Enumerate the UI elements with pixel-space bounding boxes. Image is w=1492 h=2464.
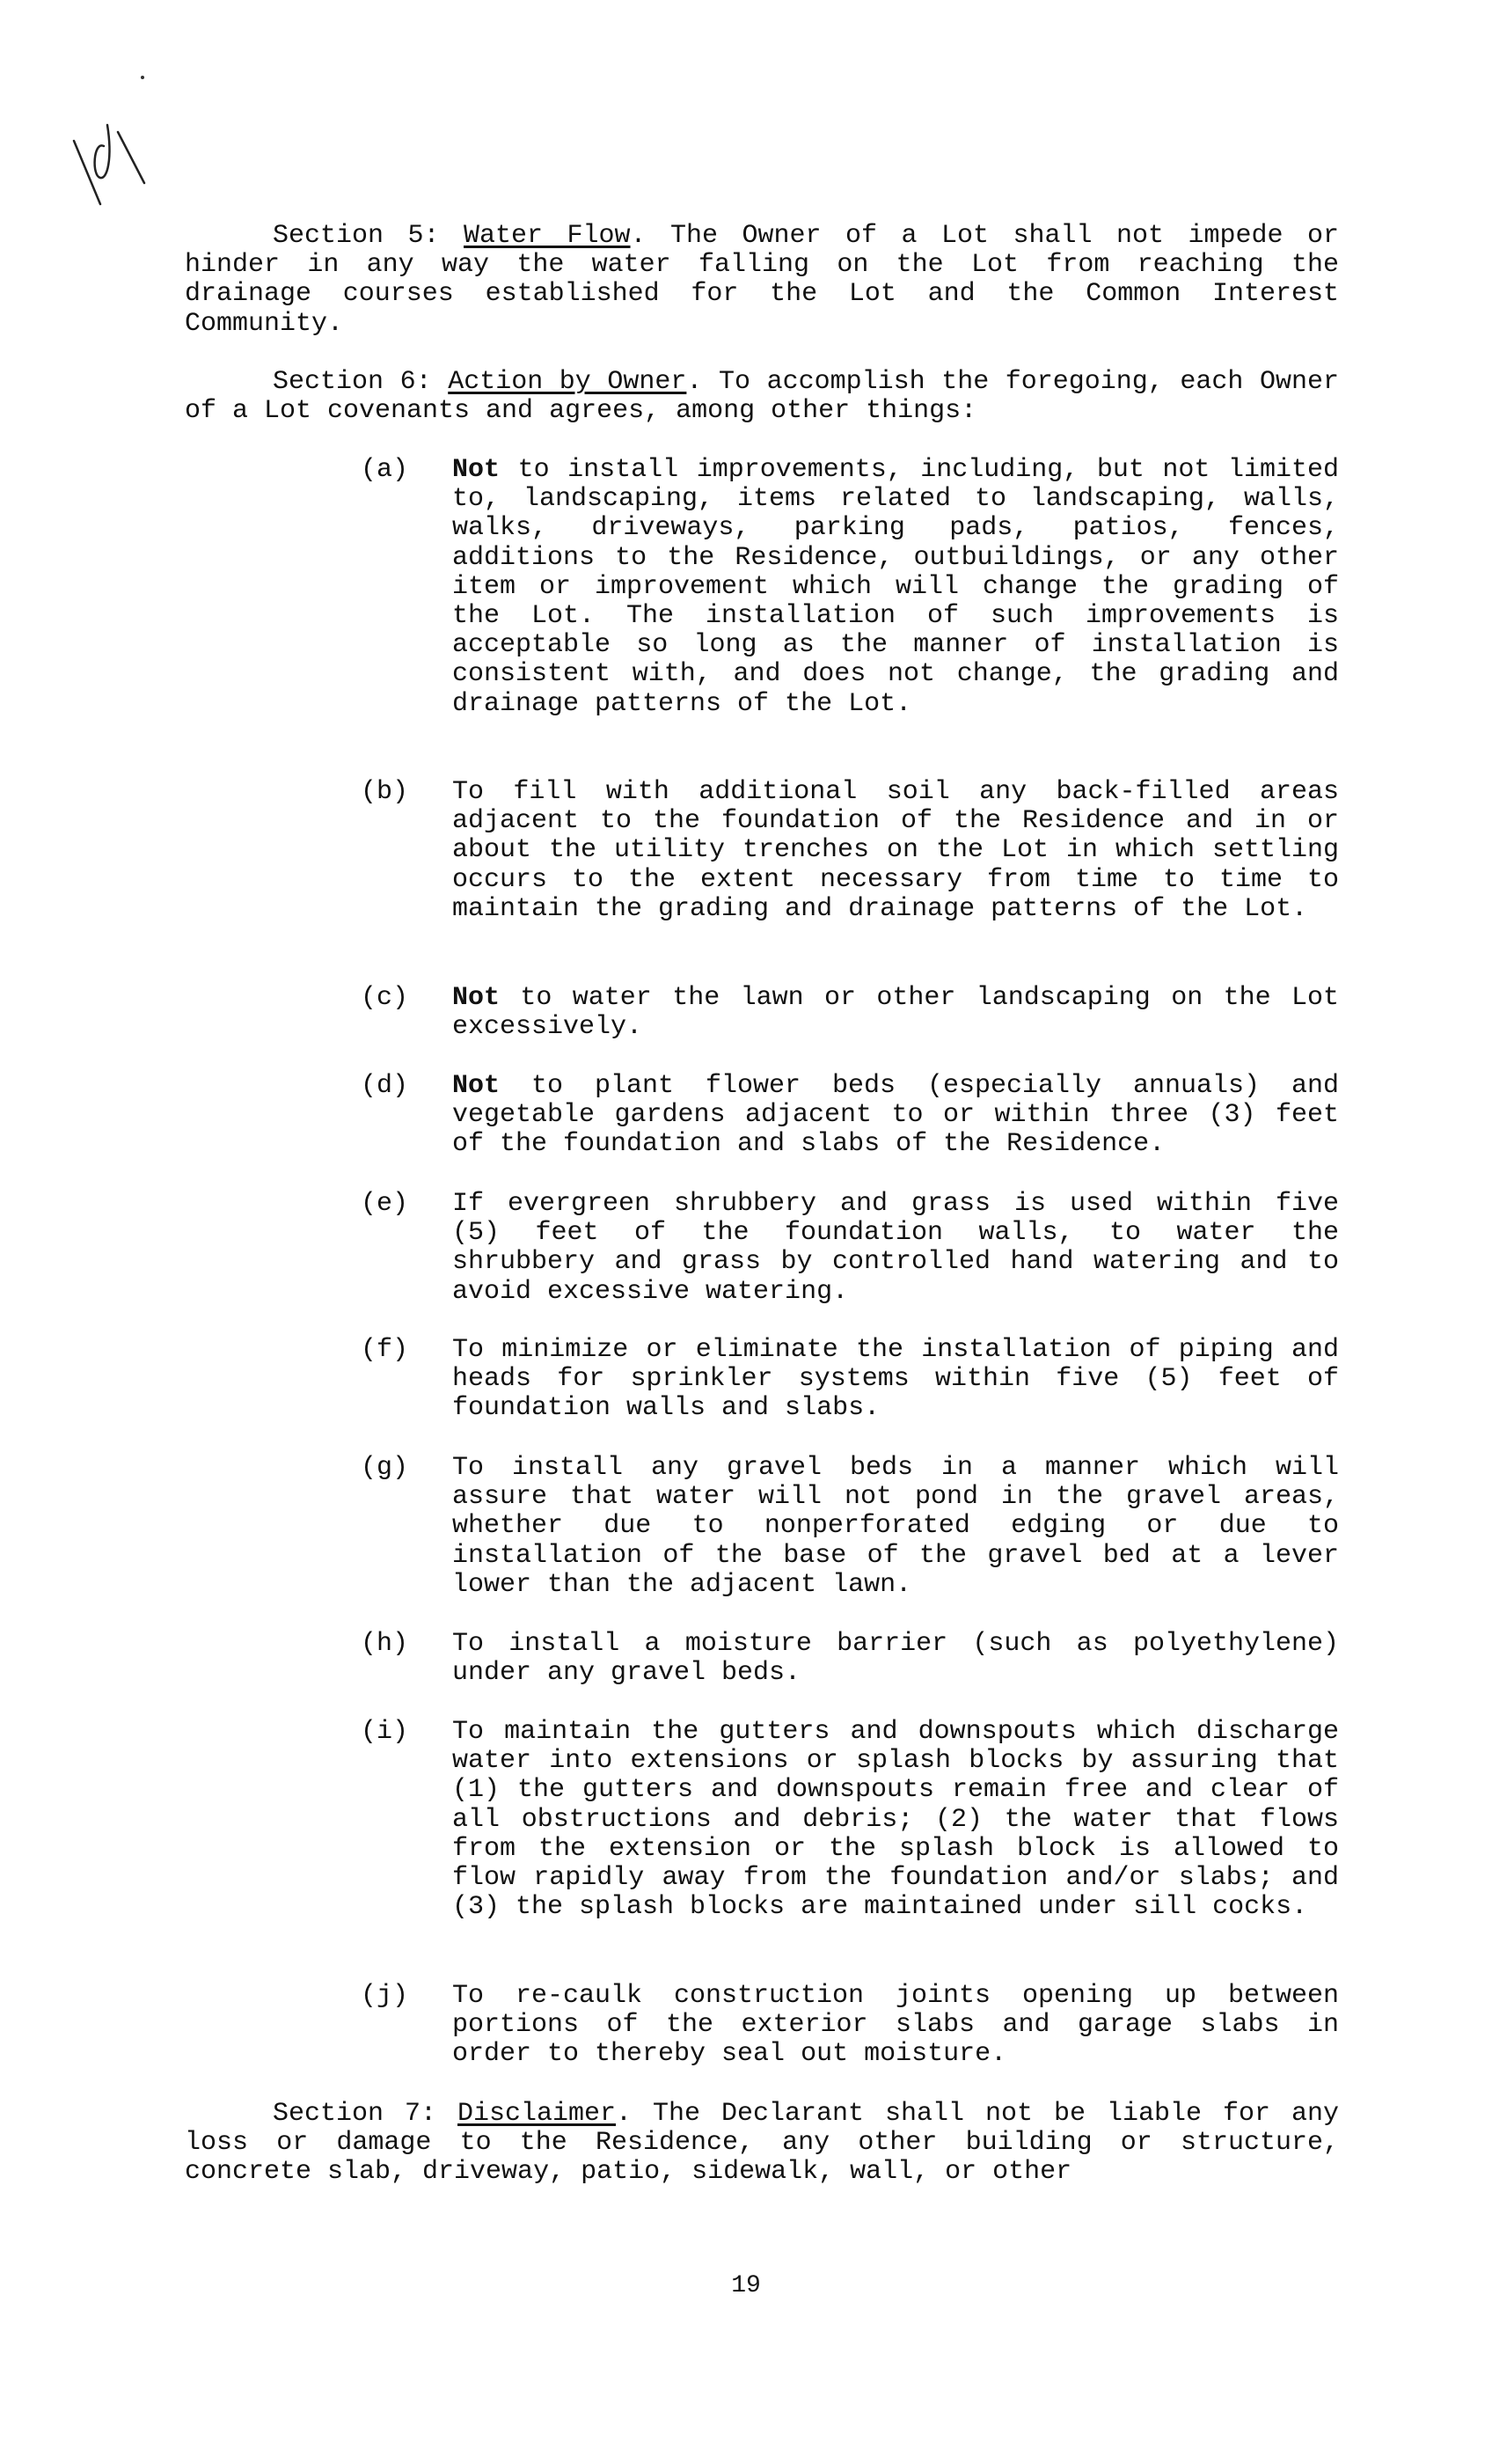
item-text: If evergreen shrubbery and grass is used within five (5) feet of the foundation walls, to water the shrubbery and grass by controlled hand watering and to avoid excessive watering. [452, 1189, 1339, 1307]
item-label: (c) [361, 983, 409, 1013]
item-label: (i) [361, 1717, 409, 1747]
item-label: (j) [361, 1981, 409, 2011]
item-label: (e) [361, 1189, 409, 1219]
item-label: (h) [361, 1629, 409, 1659]
item-lead: Not [452, 983, 501, 1013]
handwritten-mark [69, 106, 157, 211]
item-label: (g) [361, 1453, 409, 1483]
item-text: To re-caulk construction joints opening up between portions of the exterior slabs and garage slabs in order to thereby seal out moisture. [452, 1981, 1339, 2070]
item-label: (f) [361, 1335, 409, 1365]
section-6-text: . To accomplish the foregoing, each Owner of a Lot covenants and agrees, among other things: [185, 367, 1339, 427]
section-5-title: Water Flow [464, 221, 631, 251]
section-7-label: Section 7: [273, 2099, 437, 2129]
section-6-title: Action by Owner [448, 367, 687, 397]
section-6-label: Section 6: [273, 367, 432, 397]
section-7-text: . The Declarant shall not be liable for any loss or damage to the Residence, any other building or structure, concrete slab, driveway, patio, sidewalk, wall, or other [185, 2099, 1339, 2188]
item-lead: Not [452, 1071, 501, 1101]
item-text: To minimize or eliminate the installation of piping and heads for sprinkler systems within five (5) feet of foundation walls and slabs. [452, 1335, 1339, 1424]
item-text: Not to water the lawn or other landscaping on the Lot excessively. [452, 983, 1339, 1043]
section-5-paragraph [185, 222, 1339, 339]
item-text: To fill with additional soil any back-filled areas adjacent to the foundation of the Residence and in or about the utility trenches on the Lot in which settling occurs to the extent necessary from time to time to maintain the grading and drainage patterns of the Lot. [452, 777, 1339, 924]
item-lead: Not [452, 455, 501, 485]
item-text: To install a moisture barrier (such as polyethylene) under any gravel beds. [452, 1629, 1339, 1689]
section-7-title: Disclaimer [457, 2099, 617, 2129]
page-number: 19 [731, 2272, 761, 2299]
item-text: To maintain the gutters and downspouts which discharge water into extensions or splash blocks by assuring that (1) the gutters and downspouts remain free and clear of all obstructions and debris; (2) the water that flows from the extension or the splash block is allowed to flow rapidly away from the foundation and/or slabs; and (3) the splash blocks are maintained under sill cocks. [452, 1717, 1339, 1923]
item-label: (b) [361, 777, 409, 807]
section-5-label: Section 5: [273, 221, 440, 251]
section-5-text: . The Owner of a Lot shall not impede or hinder in any way the water falling on the Lot from reaching the drainage courses established for the Lot and the Common Interest Community. [185, 221, 1339, 339]
item-text: Not to plant flower beds (especially annuals) and vegetable gardens adjacent to or within three (3) feet of the foundation and slabs of the Residence. [452, 1071, 1339, 1160]
section-7-paragraph [185, 2100, 1339, 2188]
item-text: Not to install improvements, including, but not limited to, landscaping, items related to landscaping, walls, walks, driveways, parking pads, patios, fences, additions to the Residence, outbuildings, or any other item or improvement which will change the grading of the Lot. The installation of such improvements is acceptable so long as the manner of installation is consistent with, and does not change, the grading and drainage patterns of the Lot. [452, 455, 1339, 719]
ink-speck [141, 76, 144, 79]
item-text: To install any gravel beds in a manner which will assure that water will not pond in the gravel areas, whether due to nonperforated edging or due to installation of the base of the gravel bed at a lever lower than the adjacent lawn. [452, 1453, 1339, 1600]
section-6-paragraph [185, 368, 1339, 426]
item-label: (d) [361, 1071, 409, 1101]
item-label: (a) [361, 455, 409, 485]
